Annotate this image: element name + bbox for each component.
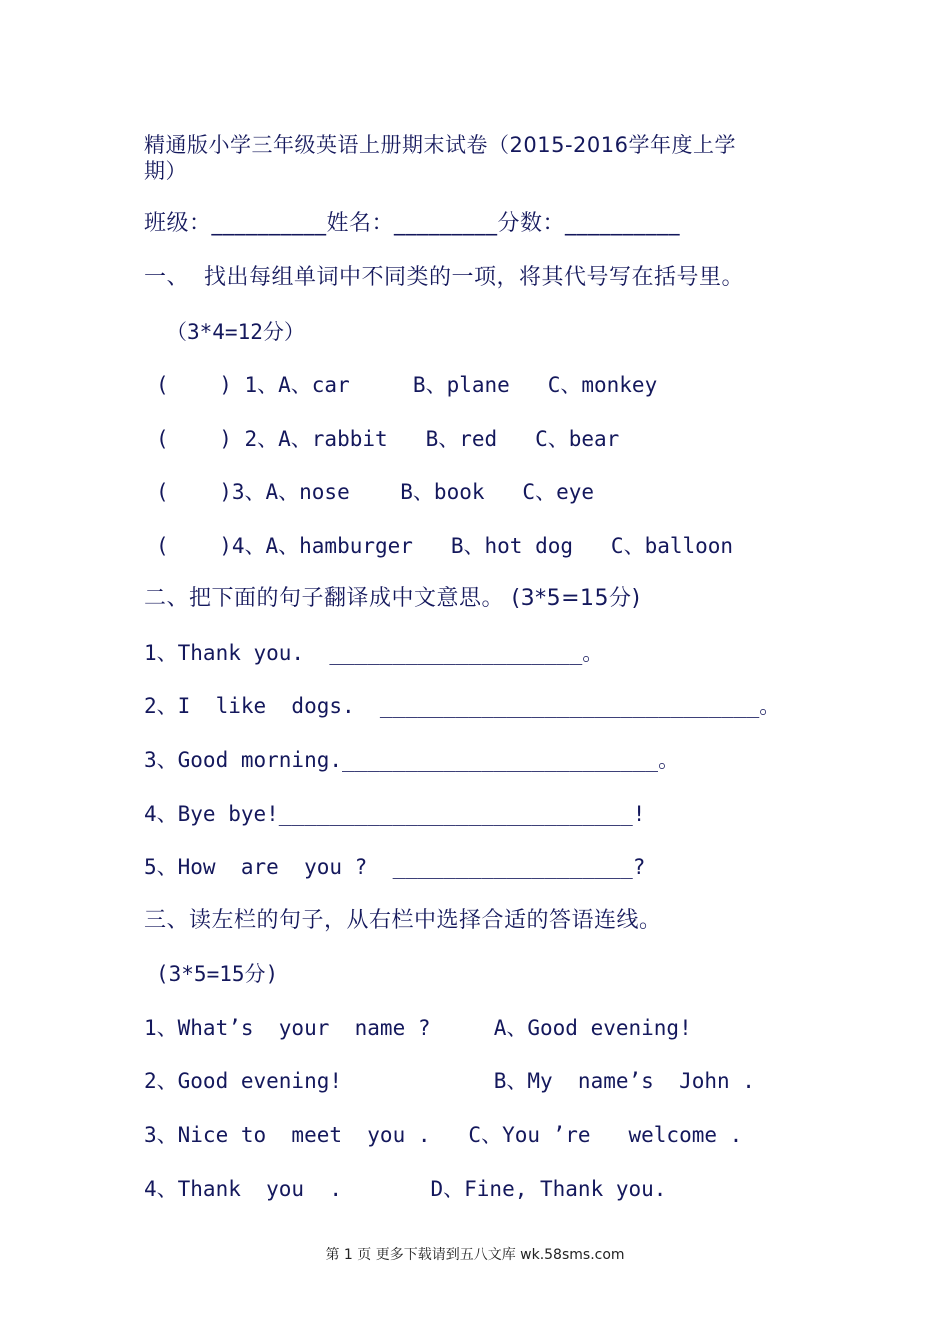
section-3-item-2: 2、Good evening! B、My name’s John .	[144, 1069, 755, 1093]
section-2-item-4: 4、Bye bye!____________________________!	[144, 802, 646, 826]
section-3-item-3: 3、Nice to meet you . C、You ’re welcome .	[144, 1123, 743, 1147]
section-1-item-1: ( ) 1、A、car B、plane C、monkey	[156, 373, 658, 397]
section-3-item-4: 4、Thank you . D、Fine, Thank you.	[144, 1177, 667, 1201]
exam-title-line-1: 精通版小学三年级英语上册期末试卷（2015-2016学年度上学	[144, 133, 736, 157]
section-3-score: (3*5=15分)	[156, 962, 279, 986]
section-2-item-3: 3、Good morning._________________________。	[144, 748, 680, 772]
section-1-item-2: ( ) 2、A、rabbit B、red C、bear	[156, 427, 620, 451]
page-footer: 第 1 页 更多下载请到五八文库 wk.58sms.com	[325, 1247, 625, 1263]
section-1-item-4: ( )4、A、hamburger B、hot dog C、balloon	[156, 534, 734, 558]
section-3-heading: 三、读左栏的句子，从右栏中选择合适的答语连线。	[144, 908, 662, 933]
section-2-item-2: 2、I like dogs. ______________________________。	[144, 694, 781, 718]
exam-title-line-2: 期）	[144, 159, 187, 183]
section-1-score: （3*4=12分）	[166, 320, 305, 344]
section-1-item-3: ( )3、A、nose B、book C、eye	[156, 480, 595, 504]
section-2-item-1: 1、Thank you. ____________________。	[144, 641, 604, 665]
section-3-item-1: 1、What’s your name ? A、Good evening!	[144, 1016, 692, 1040]
section-1-heading: 一、 找出每组单词中不同类的一项，将其代号写在括号里。	[144, 265, 744, 290]
section-2-item-5: 5、How are you ? ___________________?	[144, 855, 646, 879]
student-info-line: 班级：__________姓名：_________分数：__________	[144, 211, 681, 236]
section-2-heading: 二、把下面的句子翻译成中文意思。 (3*5=15分)	[144, 586, 641, 611]
